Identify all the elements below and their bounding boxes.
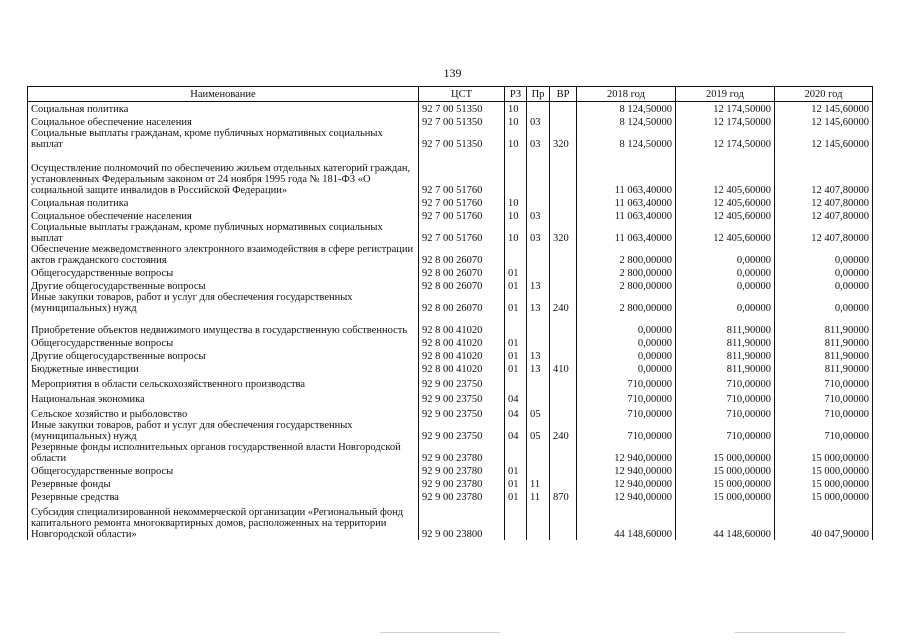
cell-cst: 92 7 00 51760 [419,196,505,209]
table-row [28,336,873,349]
cell-name: Другие общегосударственные вопросы [28,349,419,362]
scan-mark [735,632,845,633]
cell-name: Социальное обеспечение населения [28,209,419,222]
cell-cst: 92 8 00 41020 [419,314,505,336]
cell-y2019: 811,90000 [676,314,775,336]
cell-vr [550,102,577,116]
cell-cst: 92 9 00 23750 [419,375,505,390]
cell-pr: 13 [527,349,550,362]
cell-rz: 01 [505,477,527,490]
cell-cst: 92 8 00 41020 [419,336,505,349]
cell-y2019: 12 174,50000 [676,128,775,150]
cell-y2020: 710,00000 [775,420,873,442]
cell-y2018: 11 063,40000 [577,196,676,209]
cell-y2018: 2 800,00000 [577,266,676,279]
cell-y2020: 15 000,00000 [775,442,873,464]
cell-cst: 92 7 00 51760 [419,150,505,196]
cell-y2020: 811,90000 [775,349,873,362]
cell-name: Приобретение объектов недвижимого имущества в государственную собственность [28,314,419,336]
cell-y2020: 12 407,80000 [775,150,873,196]
cell-pr: 03 [527,128,550,150]
cell-vr [550,442,577,464]
cell-y2019: 0,00000 [676,266,775,279]
cell-y2020: 0,00000 [775,244,873,266]
table-row [28,222,873,244]
cell-pr [527,314,550,336]
cell-y2020: 811,90000 [775,362,873,375]
header-pr: Пр [527,87,550,102]
cell-y2020: 0,00000 [775,279,873,292]
cell-name: Резервные фонды [28,477,419,490]
cell-vr [550,464,577,477]
cell-y2019: 12 174,50000 [676,102,775,116]
cell-y2020: 811,90000 [775,336,873,349]
cell-name: Другие общегосударственные вопросы [28,279,419,292]
cell-y2018: 12 940,00000 [577,464,676,477]
cell-rz: 10 [505,222,527,244]
cell-rz [505,503,527,540]
cell-vr [550,336,577,349]
table-row [28,464,873,477]
cell-vr [550,503,577,540]
cell-name: Резервные средства [28,490,419,503]
cell-y2020: 12 407,80000 [775,209,873,222]
cell-y2020: 12 407,80000 [775,196,873,209]
cell-y2019: 710,00000 [676,390,775,405]
table-row [28,442,873,464]
cell-rz [505,375,527,390]
table-row [28,362,873,375]
cell-name: Сельское хозяйство и рыболовство [28,405,419,420]
cell-cst: 92 7 00 51760 [419,209,505,222]
cell-name: Общегосударственные вопросы [28,266,419,279]
cell-y2019: 0,00000 [676,279,775,292]
cell-y2020: 12 145,60000 [775,128,873,150]
cell-y2020: 40 047,90000 [775,503,873,540]
header-cst: ЦСТ [419,87,505,102]
header-vr: ВР [550,87,577,102]
cell-y2020: 710,00000 [775,390,873,405]
cell-cst: 92 9 00 23780 [419,490,505,503]
cell-pr: 13 [527,279,550,292]
cell-y2019: 44 148,60000 [676,503,775,540]
page-number: 139 [443,66,462,80]
header-2018: 2018 год [577,87,676,102]
cell-vr [550,390,577,405]
cell-vr [550,244,577,266]
cell-cst: 92 9 00 23750 [419,420,505,442]
cell-cst: 92 7 00 51350 [419,115,505,128]
cell-y2019: 0,00000 [676,244,775,266]
cell-vr [550,279,577,292]
cell-rz [505,314,527,336]
cell-pr: 03 [527,115,550,128]
cell-y2018: 12 940,00000 [577,490,676,503]
cell-vr [550,314,577,336]
cell-y2020: 12 145,60000 [775,102,873,116]
table-row [28,405,873,420]
cell-cst: 92 8 00 26070 [419,244,505,266]
cell-pr: 03 [527,209,550,222]
cell-vr: 870 [550,490,577,503]
cell-y2019: 710,00000 [676,420,775,442]
cell-y2019: 12 405,60000 [676,196,775,209]
cell-pr: 05 [527,420,550,442]
cell-name: Общегосударственные вопросы [28,336,419,349]
cell-y2018: 44 148,60000 [577,503,676,540]
cell-vr [550,349,577,362]
cell-cst: 92 9 00 23750 [419,405,505,420]
cell-y2018: 710,00000 [577,390,676,405]
header-name: Наименование [28,87,419,102]
table-row [28,266,873,279]
cell-cst: 92 7 00 51350 [419,128,505,150]
cell-vr: 240 [550,292,577,314]
cell-pr [527,503,550,540]
cell-pr: 13 [527,292,550,314]
cell-name: Обеспечение межведомственного электронного взаимодействия в сфере регистрации актов гражданского состояния [28,244,419,266]
cell-pr [527,266,550,279]
cell-name: Социальная политика [28,102,419,116]
cell-cst: 92 8 00 26070 [419,292,505,314]
cell-y2020: 0,00000 [775,292,873,314]
cell-vr [550,477,577,490]
cell-pr [527,375,550,390]
cell-name: Социальные выплаты гражданам, кроме публичных нормативных социальных выплат [28,222,419,244]
cell-vr [550,266,577,279]
cell-y2019: 710,00000 [676,375,775,390]
cell-y2019: 0,00000 [676,292,775,314]
cell-rz: 01 [505,279,527,292]
cell-cst: 92 7 00 51760 [419,222,505,244]
cell-y2018: 2 800,00000 [577,279,676,292]
cell-y2019: 15 000,00000 [676,477,775,490]
cell-rz: 01 [505,464,527,477]
cell-y2018: 8 124,50000 [577,115,676,128]
cell-pr: 11 [527,490,550,503]
cell-y2019: 15 000,00000 [676,442,775,464]
cell-y2019: 811,90000 [676,349,775,362]
cell-vr [550,115,577,128]
table-row [28,128,873,150]
cell-pr [527,244,550,266]
cell-vr: 320 [550,128,577,150]
cell-vr: 410 [550,362,577,375]
cell-name: Иные закупки товаров, работ и услуг для обеспечения государственных (муниципальных) нужд [28,292,419,314]
cell-rz: 04 [505,405,527,420]
cell-y2018: 0,00000 [577,314,676,336]
budget-table [27,86,873,540]
cell-y2019: 811,90000 [676,362,775,375]
cell-rz: 04 [505,390,527,405]
cell-rz: 10 [505,102,527,116]
cell-y2018: 12 940,00000 [577,477,676,490]
cell-rz: 01 [505,362,527,375]
cell-name: Субсидия специализированной некоммерческой организации «Региональный фонд капитального ремонта многоквартирных домов, расположенных на территории Новгородской области» [28,503,419,540]
cell-cst: 92 9 00 23800 [419,503,505,540]
cell-y2018: 0,00000 [577,349,676,362]
cell-pr [527,442,550,464]
table-row [28,375,873,390]
cell-vr [550,375,577,390]
table-row [28,490,873,503]
cell-cst: 92 8 00 26070 [419,266,505,279]
cell-cst: 92 8 00 41020 [419,362,505,375]
cell-y2018: 0,00000 [577,336,676,349]
cell-rz: 10 [505,128,527,150]
cell-y2018: 12 940,00000 [577,442,676,464]
cell-name: Мероприятия в области сельскохозяйственного производства [28,375,419,390]
scan-mark [380,632,500,633]
cell-vr [550,405,577,420]
cell-rz [505,244,527,266]
cell-y2018: 11 063,40000 [577,209,676,222]
cell-name: Социальные выплаты гражданам, кроме публичных нормативных социальных выплат [28,128,419,150]
table-row [28,244,873,266]
cell-pr [527,150,550,196]
cell-rz [505,442,527,464]
cell-y2020: 12 145,60000 [775,115,873,128]
cell-y2020: 710,00000 [775,405,873,420]
cell-pr: 11 [527,477,550,490]
cell-y2019: 12 174,50000 [676,115,775,128]
table-row [28,102,873,116]
cell-y2020: 710,00000 [775,375,873,390]
cell-vr [550,150,577,196]
header-rz: РЗ [505,87,527,102]
cell-y2018: 710,00000 [577,420,676,442]
cell-pr [527,196,550,209]
cell-vr [550,196,577,209]
header-2020: 2020 год [775,87,873,102]
cell-y2018: 2 800,00000 [577,244,676,266]
cell-y2018: 8 124,50000 [577,128,676,150]
cell-pr: 05 [527,405,550,420]
cell-y2018: 8 124,50000 [577,102,676,116]
cell-y2018: 710,00000 [577,405,676,420]
cell-rz: 01 [505,336,527,349]
cell-rz: 10 [505,209,527,222]
table-row [28,390,873,405]
cell-vr [550,209,577,222]
cell-rz: 10 [505,115,527,128]
cell-y2019: 12 405,60000 [676,150,775,196]
cell-y2020: 15 000,00000 [775,464,873,477]
cell-name: Социальное обеспечение населения [28,115,419,128]
table-row [28,115,873,128]
table-row [28,292,873,314]
cell-y2020: 15 000,00000 [775,490,873,503]
cell-pr: 03 [527,222,550,244]
cell-rz: 10 [505,196,527,209]
table-row [28,196,873,209]
cell-y2019: 710,00000 [676,405,775,420]
cell-y2019: 811,90000 [676,336,775,349]
cell-rz: 01 [505,349,527,362]
cell-pr [527,102,550,116]
cell-pr [527,390,550,405]
cell-name: Бюджетные инвестиции [28,362,419,375]
cell-pr: 13 [527,362,550,375]
cell-vr: 240 [550,420,577,442]
table-row [28,420,873,442]
cell-y2019: 12 405,60000 [676,209,775,222]
cell-name: Резервные фонды исполнительных органов государственной власти Новгородской области [28,442,419,464]
cell-cst: 92 8 00 41020 [419,349,505,362]
cell-y2019: 15 000,00000 [676,464,775,477]
cell-y2020: 0,00000 [775,266,873,279]
cell-cst: 92 9 00 23780 [419,442,505,464]
cell-y2020: 12 407,80000 [775,222,873,244]
cell-name: Иные закупки товаров, работ и услуг для обеспечения государственных (муниципальных) нужд [28,420,419,442]
cell-cst: 92 9 00 23780 [419,477,505,490]
table-row [28,314,873,336]
cell-y2019: 15 000,00000 [676,490,775,503]
table-row [28,279,873,292]
cell-cst: 92 9 00 23750 [419,390,505,405]
cell-pr [527,336,550,349]
cell-y2018: 2 800,00000 [577,292,676,314]
cell-rz: 01 [505,490,527,503]
cell-y2018: 0,00000 [577,362,676,375]
cell-rz [505,150,527,196]
table-header-row [28,87,873,102]
cell-rz: 01 [505,292,527,314]
cell-y2020: 15 000,00000 [775,477,873,490]
cell-y2020: 811,90000 [775,314,873,336]
table-row [28,349,873,362]
cell-vr: 320 [550,222,577,244]
cell-cst: 92 8 00 26070 [419,279,505,292]
cell-y2019: 12 405,60000 [676,222,775,244]
cell-name: Национальная экономика [28,390,419,405]
cell-rz: 04 [505,420,527,442]
cell-y2018: 710,00000 [577,375,676,390]
cell-name: Социальная политика [28,196,419,209]
table-row [28,503,873,540]
cell-cst: 92 7 00 51350 [419,102,505,116]
table-row [28,209,873,222]
cell-cst: 92 9 00 23780 [419,464,505,477]
cell-name: Общегосударственные вопросы [28,464,419,477]
cell-rz: 01 [505,266,527,279]
table-row [28,477,873,490]
table-row [28,150,873,196]
cell-pr [527,464,550,477]
cell-name: Осуществление полномочий по обеспечению жильем отдельных категорий граждан, установленных Федеральным законом от 24 ноября 1995 года № 181-ФЗ «О социальной защите инвалидов в Российской Федерации» [28,150,419,196]
header-2019: 2019 год [676,87,775,102]
cell-y2018: 11 063,40000 [577,150,676,196]
cell-y2018: 11 063,40000 [577,222,676,244]
